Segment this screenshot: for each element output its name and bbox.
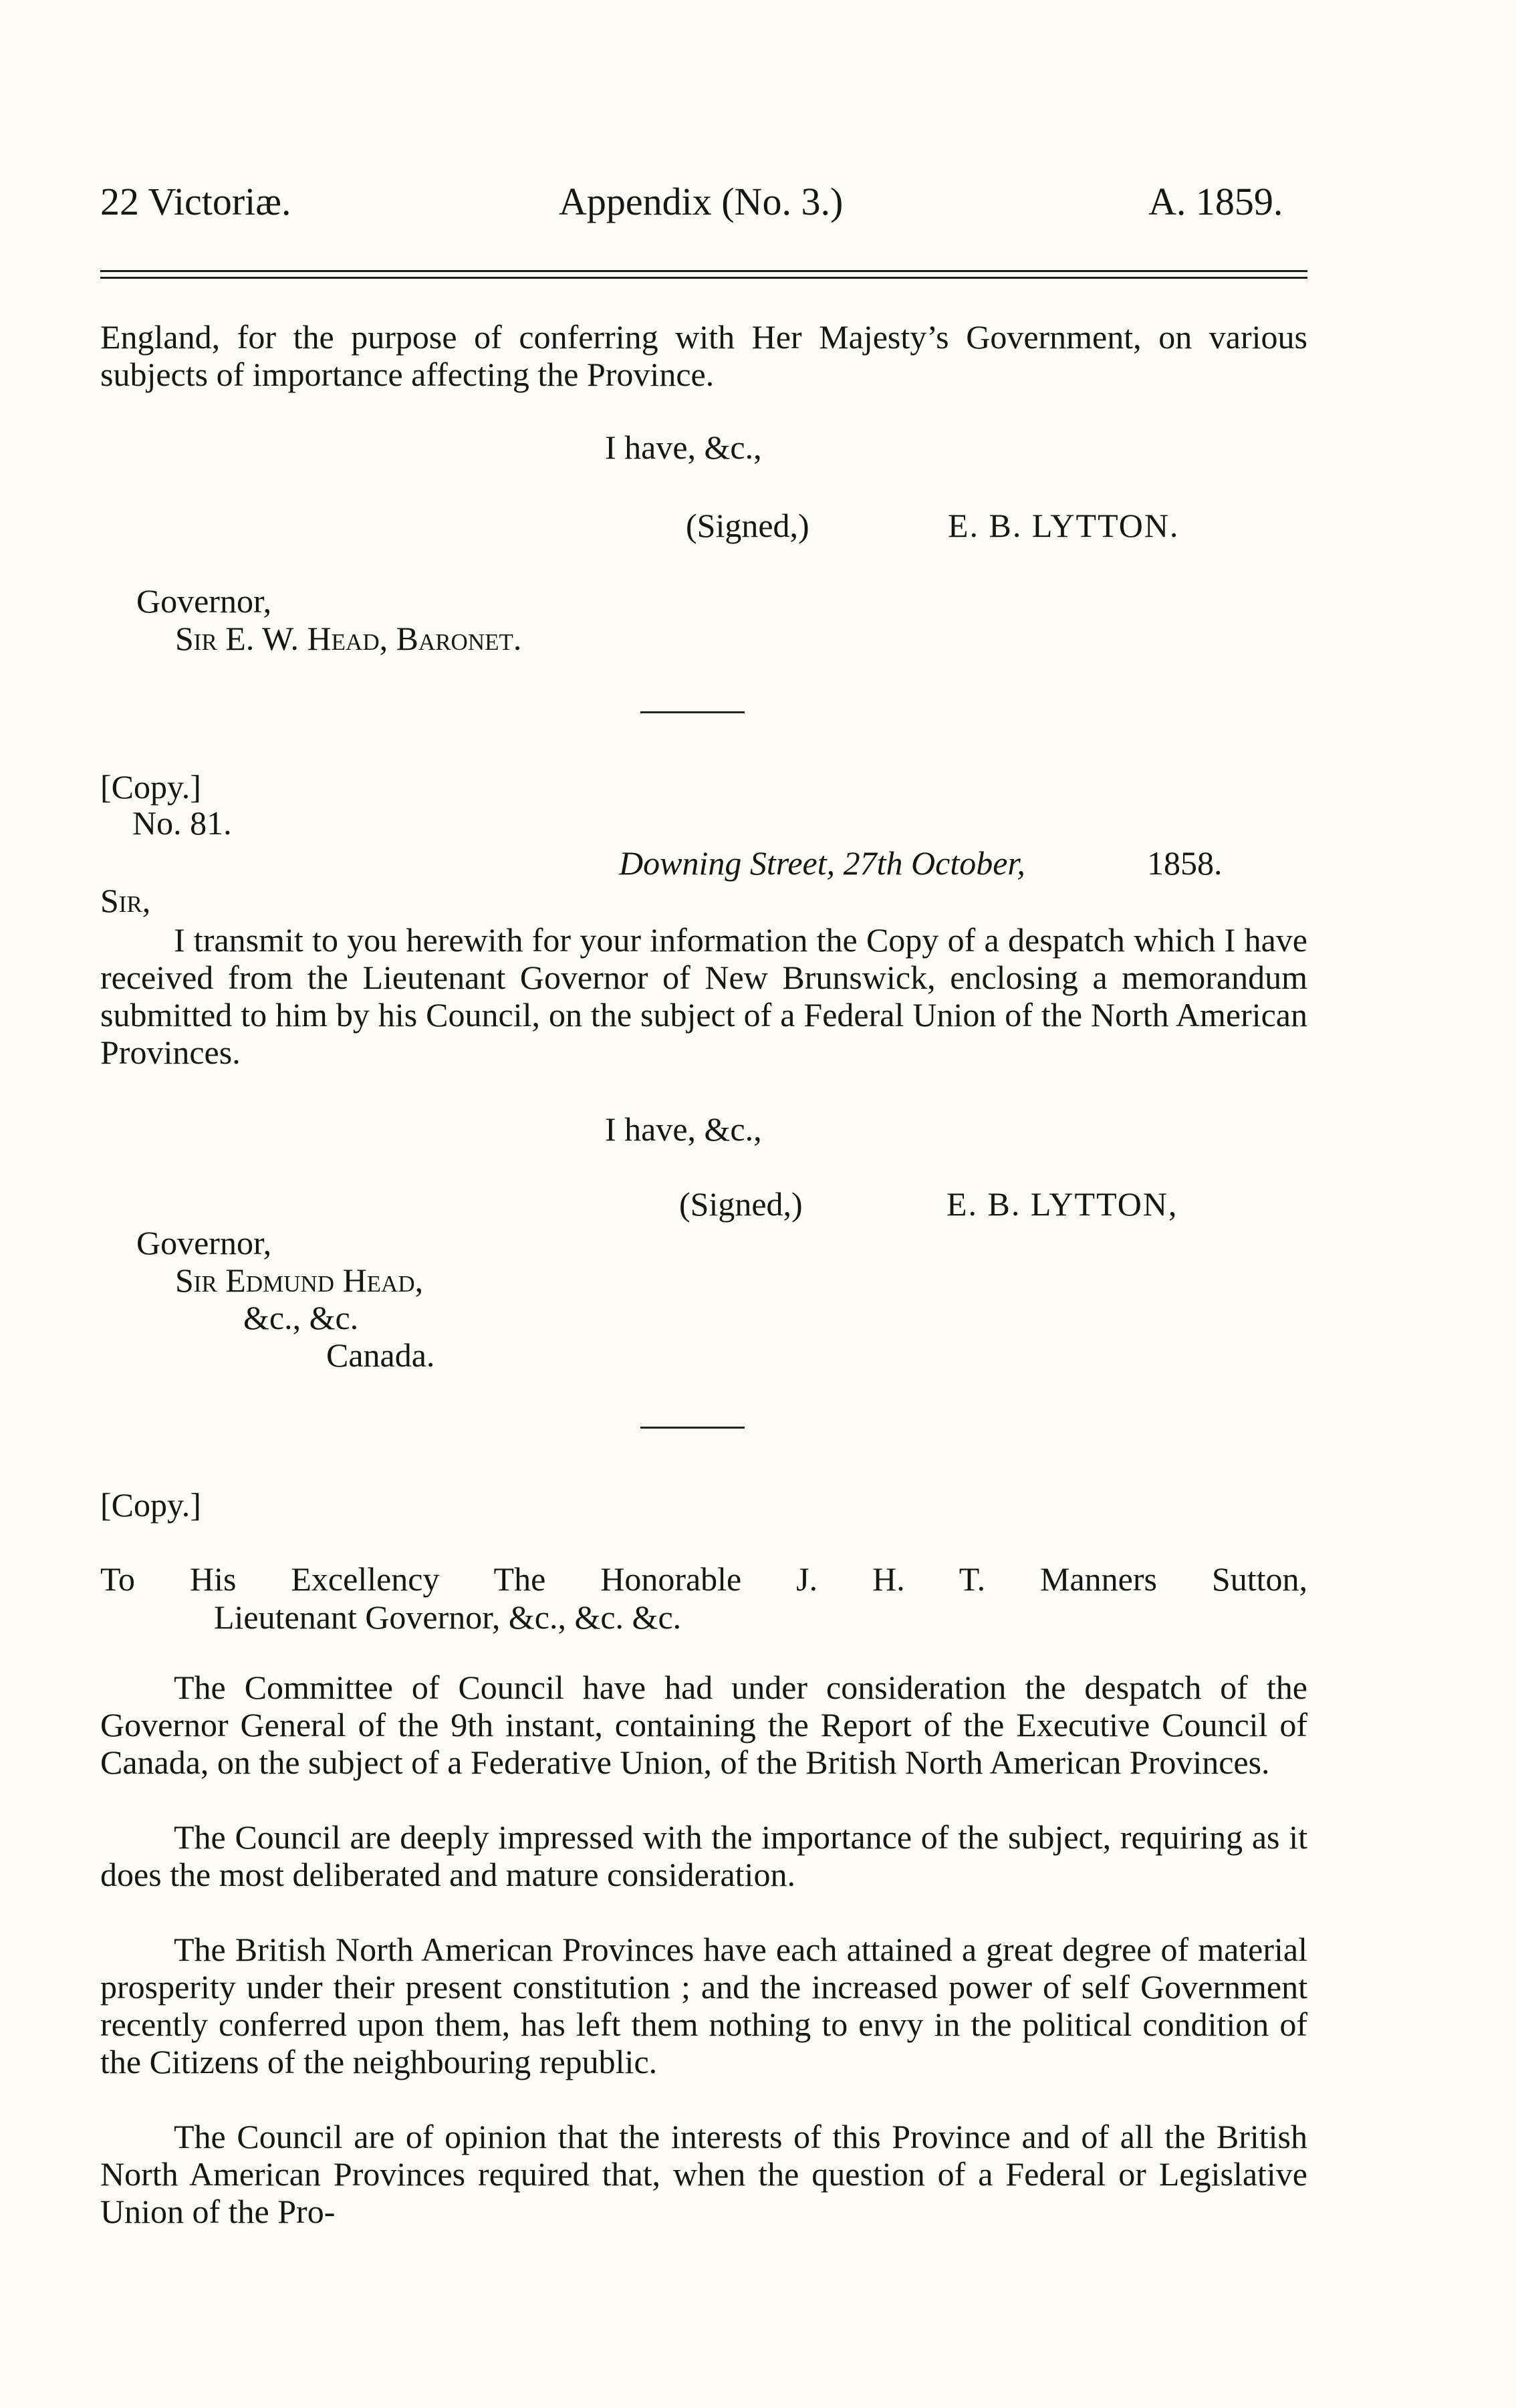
- letter1-signatory: E. B. LYTTON.: [948, 507, 1180, 544]
- header-year: A. 1859.: [1148, 180, 1283, 223]
- letter2-signed: (Signed,): [679, 1185, 803, 1223]
- letter1-closing: I have, &c.,: [605, 429, 762, 466]
- letter2-addressee-place: Canada.: [326, 1336, 435, 1374]
- letter2-body: I transmit to you herewith for your information the Copy of a despatch which I have received from the Lieutenant Governor of New Brunswick, enclosing a memorandum submitted to him by his Council, on the subject of a Federal Union of the North American Provinces.: [100, 921, 1307, 1071]
- memo-copy-label: [Copy.]: [100, 1486, 201, 1524]
- header-appendix: Appendix (No. 3.): [559, 180, 844, 223]
- memo-to-line: To His Excellency The Honorable J. H. T. Manners Sutton,: [100, 1560, 1307, 1598]
- letter2-signatory: E. B. LYTTON,: [946, 1185, 1178, 1223]
- letter2-salutation: Sir,: [100, 882, 151, 919]
- letter1-addressee-title: Governor,: [136, 582, 272, 620]
- section-divider: [640, 711, 745, 713]
- header-rule-top: [100, 270, 1307, 272]
- letter1-body: England, for the purpose of conferring with Her Majesty’s Government, on various subjects of importance affecting the Province.: [100, 318, 1307, 393]
- memo-to-line-2: Lieutenant Governor, &c., &c. &c.: [214, 1598, 682, 1636]
- memo-paragraph-4: The Council are of opinion that the interests of this Province and of all the British North American Provinces required that, when the question of a Federal or Legislative Union of the Pro-: [100, 2118, 1307, 2230]
- letter2-addressee-name: Sir Edmund Head,: [175, 1261, 424, 1299]
- section-divider: [640, 1427, 745, 1429]
- letter2-addressee-title: Governor,: [136, 1224, 272, 1261]
- memo-paragraph-1: The Committee of Council have had under consideration the despatch of the Governor General of the 9th instant, containing the Report of the Executive Council of Canada, on the subject of a Federative Union, of the British North American Provinces.: [100, 1669, 1307, 1781]
- letter1-signed: (Signed,): [686, 507, 809, 544]
- memo-paragraph-2: The Council are deeply impressed with the importance of the subject, requiring as it does the most deliberated and mature consideration.: [100, 1818, 1307, 1893]
- memo-paragraph-3: The British North American Provinces have each attained a great degree of material prosperity under their present constitution ; and the increased power of self Government recently conferred upon them, has left them nothing to envy in the political condition of the Citizens of the neighbouring republic.: [100, 1931, 1307, 2080]
- letter2-closing: I have, &c.,: [605, 1110, 762, 1148]
- letter2-year: 1858.: [1147, 844, 1223, 882]
- header-session: 22 Victoriæ.: [100, 180, 291, 223]
- header-rule-bottom: [100, 277, 1307, 279]
- letter2-addressee-etc: &c., &c.: [243, 1299, 359, 1336]
- letter2-number: No. 81.: [132, 804, 232, 842]
- letter2-place-date: Downing Street, 27th October,: [619, 844, 1025, 882]
- letter2-copy-label: [Copy.]: [100, 768, 201, 806]
- letter1-addressee-name: Sir E. W. Head, Baronet.: [175, 620, 522, 657]
